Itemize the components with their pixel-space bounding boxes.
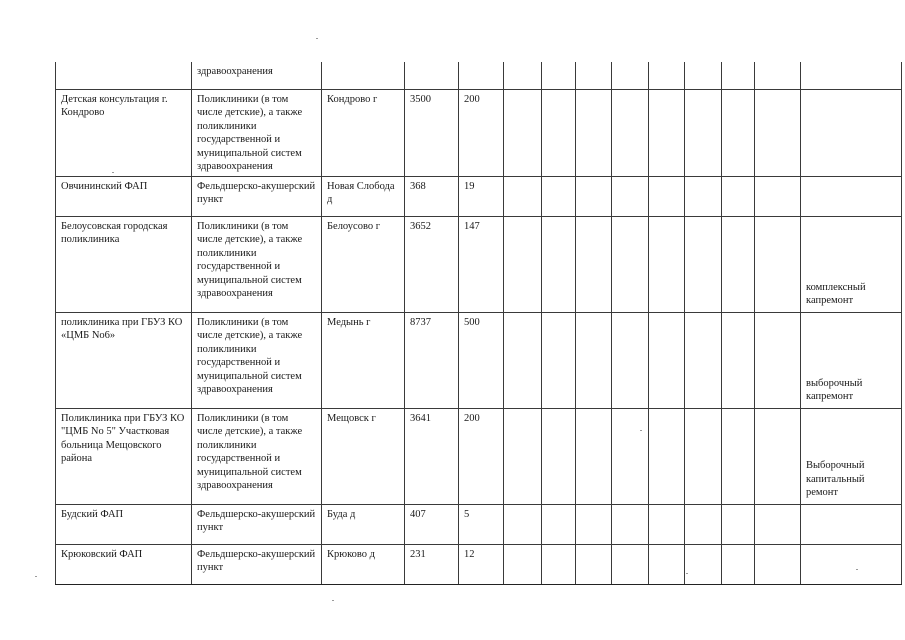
empty-cell xyxy=(755,408,801,504)
capacity-text: 200 xyxy=(464,93,480,105)
facility-type-cell xyxy=(192,89,322,176)
facility-type-text: здравоохранения xyxy=(197,66,273,77)
locality-text: Кондрово г xyxy=(327,93,378,105)
empty-cell xyxy=(542,62,576,89)
note-text: Выборочный капитальный ремонт xyxy=(806,460,865,498)
locality-text: Крюково д xyxy=(327,548,376,560)
facility-type-text: Поликлиники (в том числе детские), а также поликлиники государственной и муниципальной систем здравоохранения xyxy=(197,316,303,395)
empty-cell xyxy=(649,312,685,408)
table-row xyxy=(56,216,902,312)
empty-cell xyxy=(685,62,722,89)
empty-cell xyxy=(755,62,801,89)
population-cell xyxy=(405,62,459,89)
table-row xyxy=(56,544,902,584)
empty-cell xyxy=(542,216,576,312)
capacity-text: 19 xyxy=(464,180,475,192)
note-cell xyxy=(801,62,902,89)
facility-type-text: Поликлиники (в том числе детские), а также поликлиники государственной и муниципальной систем здравоохранения xyxy=(197,220,303,299)
facility-name-text: Крюковский ФАП xyxy=(61,548,143,560)
note-cell xyxy=(801,176,902,216)
note-text: выборочный капремонт xyxy=(806,377,863,402)
facility-type-text: Фельдшерско-акушерский пункт xyxy=(197,508,316,533)
empty-cell xyxy=(612,504,649,544)
table-row xyxy=(56,504,902,544)
empty-cell xyxy=(504,216,542,312)
scan-speck xyxy=(686,573,688,574)
locality-text: Новая Слобода д xyxy=(327,180,395,205)
empty-cell xyxy=(576,504,612,544)
capacity-text: 200 xyxy=(464,412,480,424)
capacity-cell xyxy=(459,176,504,216)
scan-speck xyxy=(640,430,642,431)
capacity-cell xyxy=(459,62,504,89)
table-row xyxy=(56,312,902,408)
facility-type-text: Поликлиники (в том числе детские), а также поликлиники государственной и муниципальной систем здравоохранения xyxy=(197,412,303,491)
empty-cell xyxy=(649,544,685,584)
locality-cell xyxy=(322,176,405,216)
note-cell xyxy=(801,504,902,544)
facility-name-cell xyxy=(56,176,192,216)
empty-cell xyxy=(755,89,801,176)
facility-type-cell xyxy=(192,544,322,584)
empty-cell xyxy=(576,312,612,408)
empty-cell xyxy=(576,408,612,504)
table-row xyxy=(56,176,902,216)
capacity-cell xyxy=(459,89,504,176)
facility-name-text: поликлиника при ГБУЗ КО «ЦМБ No6» xyxy=(61,316,183,341)
capacity-text: 147 xyxy=(464,220,480,232)
scan-speck xyxy=(332,600,334,601)
empty-cell xyxy=(685,312,722,408)
table-row xyxy=(56,62,902,89)
facility-name-text: Будский ФАП xyxy=(61,508,124,520)
facility-name-cell xyxy=(56,312,192,408)
facility-type-text: Фельдшерско-акушерский пункт xyxy=(197,180,316,205)
empty-cell xyxy=(504,312,542,408)
empty-cell xyxy=(685,408,722,504)
facility-name-text: Поликлиника при ГБУЗ КО "ЦМБ No 5" Участковая больница Мещовского района xyxy=(61,412,185,464)
empty-cell xyxy=(576,89,612,176)
empty-cell xyxy=(612,89,649,176)
note-cell xyxy=(801,408,902,504)
empty-cell xyxy=(685,89,722,176)
empty-cell xyxy=(755,176,801,216)
scan-speck xyxy=(35,576,37,577)
population-text: 3500 xyxy=(410,93,431,105)
facility-type-cell xyxy=(192,176,322,216)
note-cell xyxy=(801,312,902,408)
facility-name-cell xyxy=(56,544,192,584)
locality-cell xyxy=(322,408,405,504)
population-text: 231 xyxy=(410,548,426,560)
empty-cell xyxy=(649,408,685,504)
facility-type-cell xyxy=(192,62,322,89)
capacity-cell xyxy=(459,312,504,408)
empty-cell xyxy=(649,176,685,216)
population-cell xyxy=(405,544,459,584)
empty-cell xyxy=(504,176,542,216)
locality-cell xyxy=(322,544,405,584)
scan-speck xyxy=(316,38,318,39)
population-text: 368 xyxy=(410,180,426,192)
capacity-cell xyxy=(459,544,504,584)
empty-cell xyxy=(722,504,755,544)
empty-cell xyxy=(576,544,612,584)
population-text: 3641 xyxy=(410,412,431,424)
scan-speck xyxy=(856,569,858,570)
empty-cell xyxy=(542,504,576,544)
locality-text: Белоусово г xyxy=(327,220,381,232)
empty-cell xyxy=(542,176,576,216)
facility-name-cell xyxy=(56,89,192,176)
empty-cell xyxy=(722,176,755,216)
locality-cell xyxy=(322,312,405,408)
capacity-text: 12 xyxy=(464,548,475,560)
empty-cell xyxy=(542,89,576,176)
empty-cell xyxy=(755,312,801,408)
population-cell xyxy=(405,408,459,504)
empty-cell xyxy=(722,216,755,312)
empty-cell xyxy=(722,544,755,584)
facility-type-text: Фельдшерско-акушерский пункт xyxy=(197,548,316,573)
empty-cell xyxy=(542,544,576,584)
empty-cell xyxy=(504,62,542,89)
empty-cell xyxy=(612,312,649,408)
note-cell xyxy=(801,216,902,312)
empty-cell xyxy=(685,176,722,216)
empty-cell xyxy=(649,62,685,89)
capacity-cell xyxy=(459,216,504,312)
facility-type-cell xyxy=(192,216,322,312)
empty-cell xyxy=(722,89,755,176)
empty-cell xyxy=(722,312,755,408)
locality-cell xyxy=(322,62,405,89)
empty-cell xyxy=(612,62,649,89)
population-text: 8737 xyxy=(410,316,431,328)
empty-cell xyxy=(722,62,755,89)
facility-name-text: Белоусовская городская поликлиника xyxy=(61,220,168,245)
facility-name-text: Овчининский ФАП xyxy=(61,180,148,192)
capacity-text: 5 xyxy=(464,508,470,520)
empty-cell xyxy=(504,544,542,584)
empty-cell xyxy=(542,312,576,408)
locality-cell xyxy=(322,504,405,544)
population-cell xyxy=(405,312,459,408)
population-cell xyxy=(405,504,459,544)
facility-type-cell xyxy=(192,408,322,504)
facility-type-cell xyxy=(192,312,322,408)
empty-cell xyxy=(576,216,612,312)
empty-cell xyxy=(612,408,649,504)
empty-cell xyxy=(576,176,612,216)
empty-cell xyxy=(755,504,801,544)
empty-cell xyxy=(612,216,649,312)
table-body xyxy=(56,62,902,584)
scan-speck xyxy=(112,172,114,173)
empty-cell xyxy=(542,408,576,504)
empty-cell xyxy=(649,504,685,544)
locality-text: Медынь г xyxy=(327,316,371,328)
population-cell xyxy=(405,176,459,216)
note-text: комплексный капремонт xyxy=(806,281,866,306)
facilities-table xyxy=(55,62,902,585)
empty-cell xyxy=(685,504,722,544)
population-text: 3652 xyxy=(410,220,431,232)
table-row xyxy=(56,408,902,504)
empty-cell xyxy=(504,89,542,176)
empty-cell xyxy=(755,216,801,312)
empty-cell xyxy=(504,504,542,544)
population-text: 407 xyxy=(410,508,426,520)
facility-name-cell xyxy=(56,62,192,89)
empty-cell xyxy=(685,216,722,312)
facility-name-cell xyxy=(56,216,192,312)
note-cell xyxy=(801,544,902,584)
locality-cell xyxy=(322,216,405,312)
empty-cell xyxy=(576,62,612,89)
empty-cell xyxy=(612,176,649,216)
facility-name-cell xyxy=(56,504,192,544)
note-cell xyxy=(801,89,902,176)
locality-text: Мещовск г xyxy=(327,412,376,424)
empty-cell xyxy=(504,408,542,504)
facility-type-cell xyxy=(192,504,322,544)
facility-name-text: Детская консультация г. Кондрово xyxy=(61,93,168,118)
population-cell xyxy=(405,89,459,176)
capacity-text: 500 xyxy=(464,316,480,328)
empty-cell xyxy=(685,544,722,584)
empty-cell xyxy=(649,216,685,312)
capacity-cell xyxy=(459,504,504,544)
facility-name-cell xyxy=(56,408,192,504)
locality-cell xyxy=(322,89,405,176)
empty-cell xyxy=(612,544,649,584)
empty-cell xyxy=(755,544,801,584)
population-cell xyxy=(405,216,459,312)
table-row xyxy=(56,89,902,176)
facility-type-text: Поликлиники (в том числе детские), а также поликлиники государственной и муниципальной систем здравоохранения xyxy=(197,93,303,172)
empty-cell xyxy=(722,408,755,504)
capacity-cell xyxy=(459,408,504,504)
empty-cell xyxy=(649,89,685,176)
locality-text: Буда д xyxy=(327,508,356,520)
